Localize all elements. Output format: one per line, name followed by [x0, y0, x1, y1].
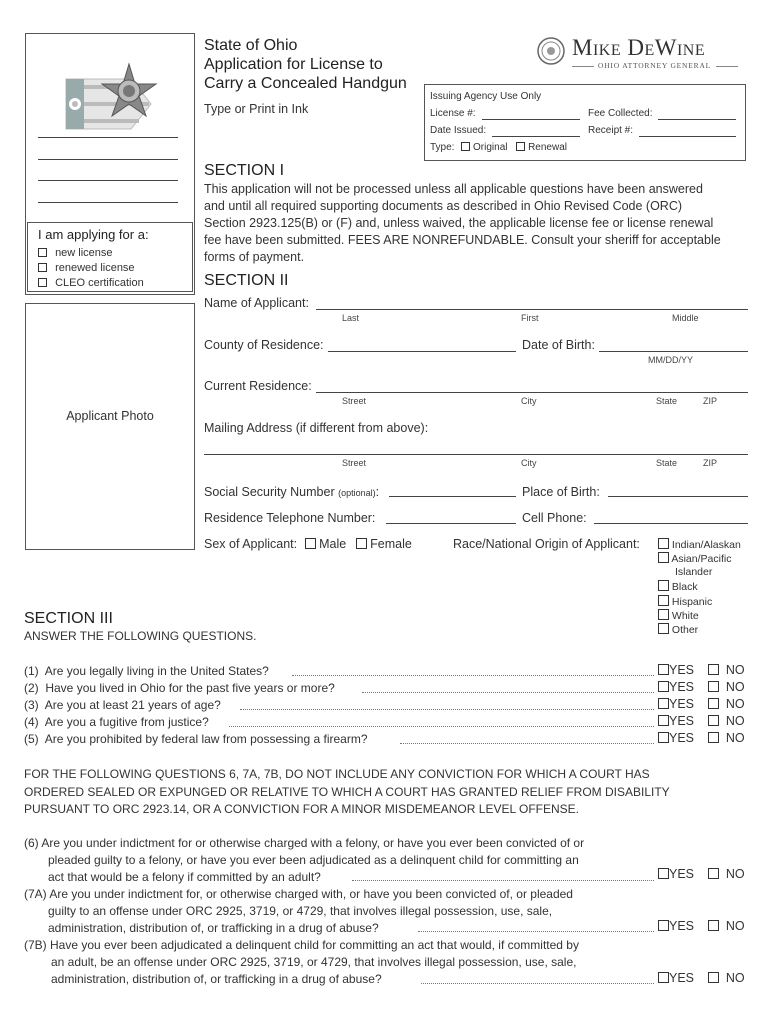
question-7b: (7B) Have you ever been adjudicated a delinquent child for committing an act that would, if committed by an adult, be an offense under ORC 2925, 3719, or 4729, that involves illegal possession, use, sale, administration, distribution of, or trafficking in a drug of abuse? — [24, 938, 579, 986]
phone-label: Residence Telephone Number: — [204, 511, 376, 525]
section-2-heading: SECTION II — [204, 272, 289, 289]
race-black-option[interactable]: Black — [658, 580, 698, 593]
race-hispanic-option[interactable]: Hispanic — [658, 595, 712, 608]
license-number-label: License #: — [430, 108, 476, 119]
brand-subtitle: OHIO ATTORNEY GENERAL — [598, 61, 712, 70]
agency-box — [424, 84, 746, 161]
receipt-field[interactable] — [639, 136, 736, 137]
form-title: State of Ohio Application for License to Carry a Concealed Handgun — [204, 37, 407, 92]
section-1-text: This application will not be processed unless all applicable questions have been answered and until all required supporting documents as described in Ohio Revised Code (ORC) Section 2923.125(B) or (F) and, unless waived, the applicable license fee or license renewal fee have been submitted. FEES ARE NONREFUNDABLE. Consult your sheriff for acceptable forms of payment. — [204, 182, 721, 264]
race-asian-option[interactable]: Asian/Pacific — [658, 552, 731, 565]
birthplace-label: Place of Birth: — [522, 485, 600, 499]
q7a-yes-checkbox[interactable] — [658, 920, 669, 931]
q2-yes-checkbox[interactable] — [658, 681, 669, 692]
mailing-label: Mailing Address (if different from above): — [204, 421, 429, 435]
residence-label: Current Residence: — [204, 379, 312, 393]
receipt-label: Receipt #: — [588, 125, 634, 136]
dob-field[interactable] — [599, 351, 748, 352]
type-row: Type: Original Renewal — [430, 142, 567, 153]
q7b-no-checkbox[interactable] — [708, 972, 719, 983]
name-field[interactable] — [316, 309, 748, 310]
county-label: County of Residence: — [204, 338, 324, 352]
question-7a: (7A) Are you under indictment for, or otherwise charged with, or have you been convicted of, or pleaded guilty to an offense under ORC 2925, 3719, or 4729, that involves illegal possession, use, sale, administration, distribution of, or trafficking in a drug of abuse? — [24, 887, 573, 935]
agency-heading: Issuing Agency Use Only — [430, 91, 542, 102]
date-issued-field[interactable] — [492, 136, 580, 137]
race-white-option[interactable]: White — [658, 609, 699, 622]
q2-answer: YES NO — [658, 680, 745, 694]
cell-field[interactable] — [594, 523, 748, 524]
fee-collected-field[interactable] — [658, 119, 736, 120]
q5-no-checkbox[interactable] — [708, 732, 719, 743]
question-4: (4) Are you a fugitive from justice? — [24, 715, 209, 729]
race-indian-option[interactable]: Indian/Alaskan — [658, 538, 741, 551]
q1-answer: YES NO — [658, 663, 745, 677]
license-number-field[interactable] — [482, 119, 580, 120]
q6-no-checkbox[interactable] — [708, 868, 719, 879]
cleo-checkbox[interactable] — [38, 278, 47, 287]
date-issued-label: Date Issued: — [430, 125, 487, 136]
type-original-checkbox[interactable] — [461, 142, 470, 151]
renewed-license-checkbox[interactable] — [38, 263, 47, 272]
q4-no-checkbox[interactable] — [708, 715, 719, 726]
dob-label: Date of Birth: — [522, 338, 595, 352]
brand-rule-right — [716, 66, 738, 67]
question-1: (1) Are you legally living in the United States? — [24, 664, 269, 678]
brand-name: Mike DeWine — [572, 35, 706, 60]
phone-field[interactable] — [386, 523, 516, 524]
sex-male-checkbox[interactable] — [305, 538, 316, 549]
cell-label: Cell Phone: — [522, 511, 587, 525]
name-label: Name of Applicant: — [204, 296, 309, 310]
q1-no-checkbox[interactable] — [708, 664, 719, 675]
q2-no-checkbox[interactable] — [708, 681, 719, 692]
cleo-option[interactable]: CLEO certification — [38, 277, 144, 289]
photo-box — [25, 303, 195, 550]
race-other-option[interactable]: Other — [658, 623, 698, 636]
exclusion-notice: FOR THE FOLLOWING QUESTIONS 6, 7A, 7B, DO NOT INCLUDE ANY CONVICTION FOR WHICH A COURT HAS ORDERED SEALED OR EXPUNGED OR RELATIVE TO WHICH A COURT HAS GRANTED RELIEF FROM DISABILITY PURSUANT TO ORC 2923.14, OR A CONVICTION FOR A MINOR MISDEMEANOR LEVEL OFFENSE. — [24, 767, 670, 816]
sex-female-checkbox[interactable] — [356, 538, 367, 549]
instruction: Type or Print in Ink — [204, 102, 309, 116]
q4-answer: YES NO — [658, 714, 745, 728]
q5-answer: YES NO — [658, 731, 745, 745]
ag-seal-icon — [536, 36, 566, 71]
applying-box — [27, 222, 193, 292]
brand-rule-left — [572, 66, 594, 67]
ohio-flag-icon — [61, 59, 171, 159]
applying-heading: I am applying for a: — [38, 227, 149, 242]
q7b-yes-checkbox[interactable] — [658, 972, 669, 983]
sex-row: Sex of Applicant: Male Female — [204, 537, 412, 551]
q7a-no-checkbox[interactable] — [708, 920, 719, 931]
birthplace-field[interactable] — [608, 496, 748, 497]
ssn-label: Social Security Number (optional): — [204, 485, 380, 499]
renewed-license-option[interactable]: renewed license — [38, 262, 135, 274]
q3-yes-checkbox[interactable] — [658, 698, 669, 709]
question-2: (2) Have you lived in Ohio for the past five years or more? — [24, 681, 335, 695]
q6-answer: YES NO — [658, 867, 745, 881]
q3-no-checkbox[interactable] — [708, 698, 719, 709]
residence-field[interactable] — [316, 392, 748, 393]
new-license-option[interactable]: new license — [38, 247, 113, 259]
ssn-field[interactable] — [389, 496, 516, 497]
section-3-instruction: ANSWER THE FOLLOWING QUESTIONS. — [24, 629, 257, 643]
q7b-answer: YES NO — [658, 971, 745, 985]
county-field[interactable] — [328, 351, 516, 352]
question-6: (6) Are you under indictment for or otherwise charged with a felony, or have you ever been convicted of or pleaded guilty to a felony, or have you ever been adjudicated as a delinquent child for committing an act that would be a felony if committed by an adult? — [24, 836, 585, 884]
question-3: (3) Are you at least 21 years of age? — [24, 698, 221, 712]
section-3-heading: SECTION III — [24, 610, 113, 627]
race-label: Race/National Origin of Applicant: — [453, 537, 640, 551]
new-license-checkbox[interactable] — [38, 248, 47, 257]
q5-yes-checkbox[interactable] — [658, 732, 669, 743]
type-renewal-checkbox[interactable] — [516, 142, 525, 151]
q3-answer: YES NO — [658, 697, 745, 711]
q4-yes-checkbox[interactable] — [658, 715, 669, 726]
q6-yes-checkbox[interactable] — [658, 868, 669, 879]
section-1-heading: SECTION I — [204, 162, 285, 179]
q7a-answer: YES NO — [658, 919, 745, 933]
q1-yes-checkbox[interactable] — [658, 664, 669, 675]
photo-label: Applicant Photo — [66, 409, 154, 423]
mailing-field[interactable] — [204, 454, 748, 455]
question-5: (5) Are you prohibited by federal law from possessing a firearm? — [24, 732, 368, 746]
fee-collected-label: Fee Collected: — [588, 108, 653, 119]
